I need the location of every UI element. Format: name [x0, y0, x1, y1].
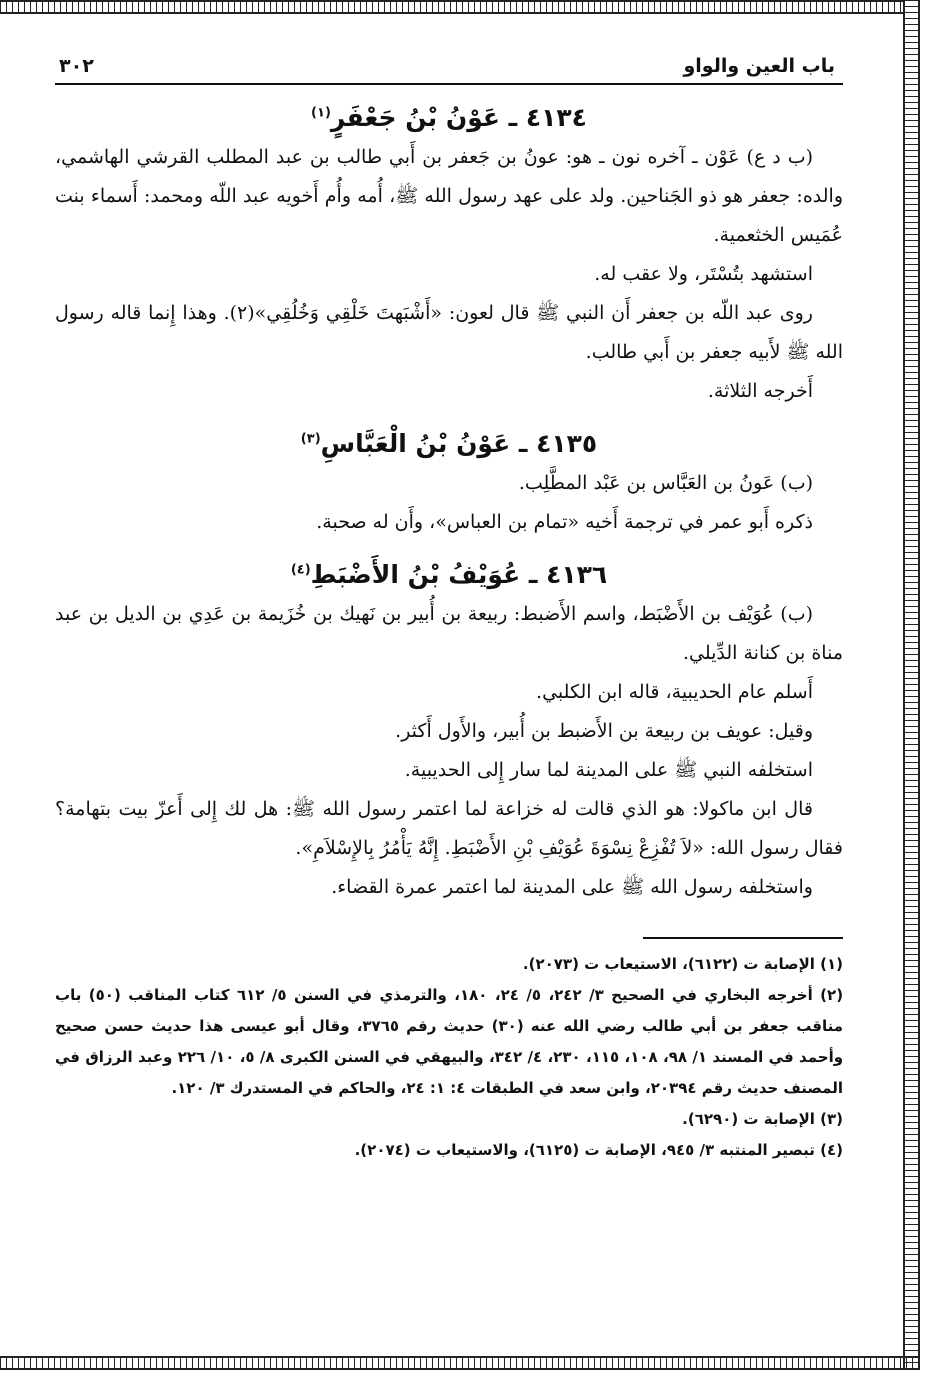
decorative-border-bottom — [0, 1356, 920, 1370]
entry-paragraph: وقيل: عويف بن ربيعة بن الأَضبط بن أُبير، والأَول أَكثر. — [395, 720, 813, 742]
footnote-ref: (٤) — [290, 562, 311, 578]
entry-paragraph: ذكره أَبو عمر في ترجمة أَخيه «تمام بن العباس»، وأَن له صحبة. — [316, 511, 813, 533]
section-title: باب العين والواو — [683, 55, 835, 77]
entry-paragraph: (ب) عَونُ بن العَبَّاس بن عَبْد المطَّلِب. — [518, 472, 813, 494]
footnote: (١) الإصابة ت (٦١٢٢)، الاستيعاب ت (٢٠٧٣). — [522, 955, 843, 973]
footnote: (٤) تبصير المنتبه ٣/ ٩٤٥، الإصابة ت (٦١٢٥)، والاستيعاب ت (٢٠٧٤). — [354, 1141, 843, 1159]
entry-paragraph: قال ابن ماكولا: هو الذي قالت له خزاعة لما اعتمر رسول الله ﷺ: هل لك إِلى أَعزّ بيت بتهامة؟ فقال رسول الله: «لاَ تُفْزِعْ نِسْوَةَ عُوَيْفِ بْنِ الأَضْبَطِ. إِنَّهُ يَأْمُرُ بِالإِسْلاَمِ». — [55, 798, 843, 859]
footnote-divider — [643, 937, 843, 939]
entry-paragraph: استشهد بتُسْتَر، ولا عقب له. — [594, 263, 813, 285]
entry-paragraph: روى عبد اللّه بن جعفر أَن النبي ﷺ قال لعون: «أَشْبَهتَ خَلْقِي وَخُلُقِي»(٢). وهذا إِنما قاله رسول الله ﷺ لأَبيه جعفر بن أَبي طالب. — [55, 302, 843, 363]
entry-paragraph: استخلفه النبي ﷺ على المدينة لما سار إِلى الحديبية. — [404, 759, 813, 781]
footnote-ref: (٣) — [300, 431, 321, 447]
decorative-border-top — [0, 0, 905, 14]
footnote-ref: (١) — [311, 105, 331, 121]
entry-paragraph: واستخلفه رسول الله ﷺ على المدينة لما اعتمر عمرة القضاء. — [331, 876, 813, 898]
entry-title: ٤١٣٤ ـ عَوْنُ بْنُ جَعْفَرٍ$^{(١)}$ — [311, 103, 587, 132]
entry-paragraph: (ب) عُوَيْف بن الأَضْبَط، واسم الأَضبط: ربيعة بن أُبير بن نَهيك بن خُزَيمة بن عَدِي بن الديل بن عبد مناة بن كنانة الدِّيلي. — [55, 603, 843, 664]
running-header — [55, 55, 843, 85]
entry-title: ٤١٣٦ ـ عُوَيْفُ بْنُ الأَضْبَطِ$^{(٤)}$ — [290, 560, 608, 589]
footnote: (٣) الإصابة ت (٦٢٩٠). — [682, 1110, 843, 1128]
page-number: ٣٠٢ — [59, 55, 94, 77]
entry-paragraph: أَخرجه الثلاثة. — [707, 380, 813, 402]
entry-paragraph: أَسلم عام الحديبية، قاله ابن الكلبي. — [536, 681, 813, 703]
decorative-border-right — [903, 0, 920, 1370]
page-body — [55, 55, 843, 1166]
footnote: (٢) أخرجه البخاري في الصحيح ٣/ ٢٤٢، ٥/ ٢٤، ١٨٠، والترمذي في السنن ٥/ ٦١٢ كتاب المناقب (٥٠) باب مناقب جعفر بن أبي طالب رضي الله عنه (٣٠) حديث رقم ٣٧٦٥، وقال أبو عيسى هذا حديث حسن صحيح وأحمد في المسند ١/ ٩٨، ١٠٨، ١١٥، ٢٣٠، ٤/ ٣٤٢، والبيهقي في السنن الكبرى ٨/ ٥، ١٠/ ٢٢٦ وعبد الرزاق في المصنف حديث رقم ٢٠٣٩٤، وابن سعد في الطبقات ٤: ١: ٢٤، والحاكم في المستدرك ٣/ ١٢٠. — [55, 986, 844, 1097]
entry-title: ٤١٣٥ ـ عَوْنُ بْنُ الْعَبَّاسِ$^{(٣)}$ — [300, 429, 598, 458]
entry-paragraph: (ب د ع) عَوْن ـ آخره نون ـ هو: عونُ بن جَعفر بن أَبي طالب بن عبد المطلب القرشي الهاشمي، والده: جعفر هو ذو الجَناحين. ولد على عهد رسول الله ﷺ، أُمه وأُم أَخويه عبد اللّه ومحمد: أَسماء بنت عُمَيس الخثعمية. — [55, 146, 843, 246]
